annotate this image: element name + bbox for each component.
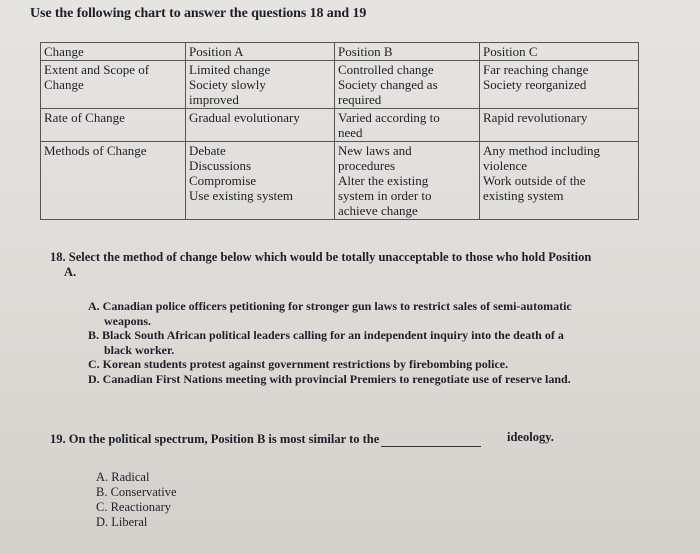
cell-text: Discussions: [189, 158, 252, 173]
option-text: C. Korean students protest against government restrictions by firebombing police.: [88, 357, 509, 371]
question-19: [50, 432, 650, 447]
table-header-row: [41, 43, 639, 61]
option-text: B. Black South African political leaders calling for an independent inquiry into the death of a: [88, 328, 564, 342]
table-row: [41, 61, 639, 109]
cell-text: Extent and Scope of: [44, 62, 150, 77]
cell-text: Controlled change: [338, 62, 434, 77]
header-position-a: [186, 43, 335, 61]
option-19-a[interactable]: A. Radical: [96, 470, 150, 484]
position-b-cell: [335, 61, 480, 109]
row-label-cell: [41, 61, 186, 109]
cell-text: Any method including: [483, 143, 600, 158]
cell-text: Work outside of the: [483, 173, 586, 188]
cell-text: Rapid revolutionary: [483, 110, 588, 125]
question-18: [50, 250, 650, 280]
header-cell-text: Position C: [483, 44, 538, 59]
position-a-cell: [186, 142, 335, 220]
position-a-cell: [186, 109, 335, 142]
cell-text: Society changed as: [338, 77, 438, 92]
table-row: [41, 109, 639, 142]
cell-text: Change: [44, 77, 84, 92]
cell-text: existing system: [483, 188, 564, 203]
cell-text: Rate of Change: [44, 110, 125, 125]
cell-text: need: [338, 125, 363, 140]
cell-text: Compromise: [189, 173, 257, 188]
answer-blank[interactable]: [381, 434, 481, 447]
header-cell-text: Position A: [189, 44, 244, 59]
cell-text: improved: [189, 92, 239, 107]
cell-text: Debate: [189, 143, 226, 158]
position-b-cell: [335, 142, 480, 220]
cell-text: Use existing system: [189, 188, 293, 203]
cell-text: Society slowly: [189, 77, 266, 92]
cell-text: Society reorganized: [483, 77, 587, 92]
option-18-c[interactable]: [88, 357, 648, 372]
cell-text: procedures: [338, 158, 396, 173]
cell-text: Varied according to: [338, 110, 440, 125]
position-c-cell: [480, 61, 639, 109]
cell-text: system in order to: [338, 188, 432, 203]
position-chart-table: [40, 42, 639, 220]
option-18-b[interactable]: [88, 328, 648, 357]
cell-text: achieve change: [338, 203, 418, 218]
header-position-b: [335, 43, 480, 61]
header-cell-text: Change: [44, 44, 84, 59]
question-18-text: 18. Select the method of change below which would be totally unacceptable to those who hold Position: [50, 250, 592, 264]
question-19-text: 19. On the political spectrum, Position B is most similar to the: [50, 432, 380, 446]
position-b-cell: [335, 109, 480, 142]
question-18-options: [88, 299, 648, 386]
option-text: D. Canadian First Nations meeting with provincial Premiers to renegotiate use of reserve land.: [88, 371, 571, 386]
position-c-cell: [480, 109, 639, 142]
header-change: [41, 43, 186, 61]
cell-text: Far reaching change: [483, 62, 589, 77]
option-text: A. Canadian police officers petitioning for stronger gun laws to restrict sales of semi-automatic: [88, 299, 572, 313]
option-18-d[interactable]: [88, 372, 648, 387]
question-18-text-cont: A.: [64, 265, 77, 279]
option-19-d[interactable]: D. Liberal: [96, 515, 148, 529]
cell-text: Methods of Change: [44, 143, 147, 158]
cell-text: Limited change: [189, 62, 271, 77]
question-19-options: [96, 470, 177, 530]
position-c-cell: [480, 142, 639, 220]
option-19-b[interactable]: B. Conservative: [96, 485, 177, 499]
position-a-cell: [186, 61, 335, 109]
row-label-cell: [41, 109, 186, 142]
cell-text: New laws and: [338, 143, 412, 158]
cell-text: Alter the existing: [338, 173, 429, 188]
option-text-cont: weapons.: [104, 313, 152, 328]
table-row: [41, 142, 639, 220]
worksheet-heading: Use the following chart to answer the questions 18 and 19: [30, 6, 367, 21]
option-18-a[interactable]: [88, 299, 648, 328]
cell-text: violence: [483, 158, 528, 173]
cell-text: required: [338, 92, 382, 107]
header-position-c: [480, 43, 639, 61]
header-cell-text: Position B: [338, 44, 393, 59]
option-19-c[interactable]: C. Reactionary: [96, 500, 171, 514]
option-text-cont: black worker.: [104, 342, 175, 357]
row-label-cell: [41, 142, 186, 220]
question-19-suffix: ideology.: [507, 430, 554, 444]
cell-text: Gradual evolutionary: [189, 110, 300, 125]
